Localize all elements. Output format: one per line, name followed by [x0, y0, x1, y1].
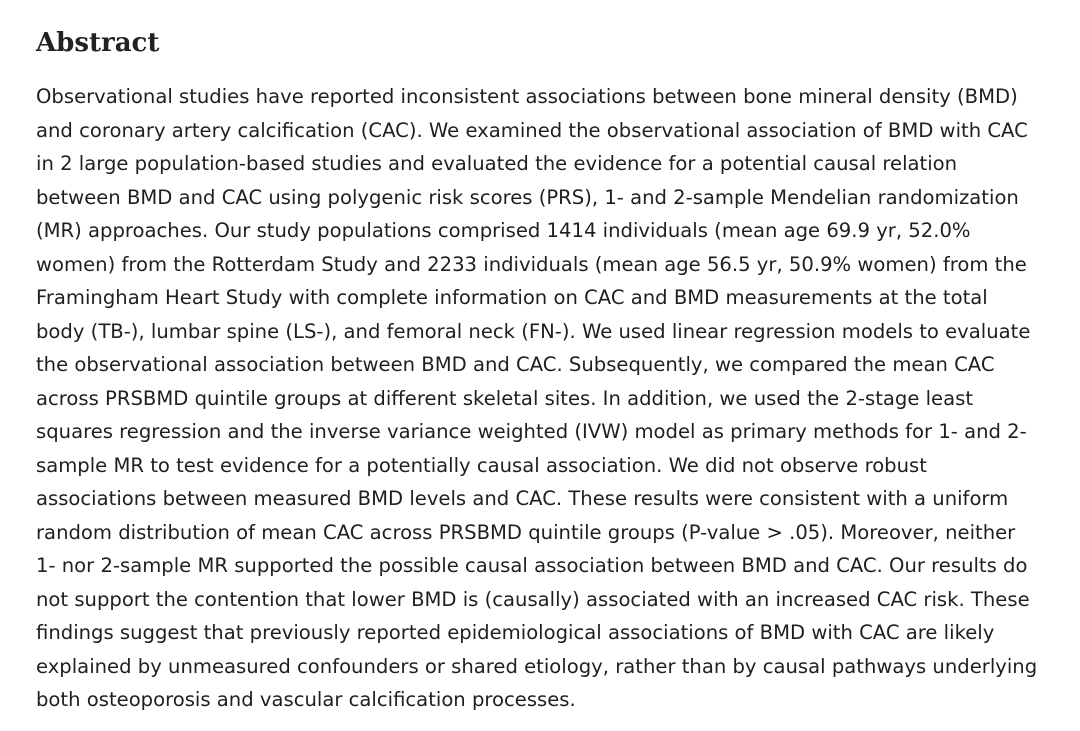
abstract-line: body (TB-), lumbar spine (LS-), and femoral neck (FN-). We used linear regression models to evaluate — [36, 319, 1031, 343]
abstract-line: (MR) approaches. Our study populations comprised 1414 individuals (mean age 69.9 yr, 52.0% — [36, 219, 971, 242]
abstract-line: sample MR to test evidence for a potentially causal association. We did not observe robust — [36, 453, 927, 477]
abstract-line: both osteoporosis and vascular calcification processes. — [36, 688, 576, 711]
abstract-line: squares regression and the inverse variance weighted (IVW) model as primary methods for 1- and 2- — [36, 420, 1027, 443]
abstract-line: random distribution of mean CAC across PRSBMD quintile groups (P-value > .05). Moreover, neither — [36, 520, 1016, 544]
abstract-line: explained by unmeasured confounders or shared etiology, rather than by causal pathways underlying — [36, 654, 1038, 678]
abstract-line: 1- nor 2-sample MR supported the possible causal association between BMD and CAC. Our results do — [36, 554, 1028, 577]
abstract-line: not support the contention that lower BMD is (causally) associated with an increased CAC risk. These — [36, 587, 1030, 611]
abstract-line: Framingham Heart Study with complete information on CAC and BMD measurements at the total — [36, 286, 988, 309]
abstract-section — [36, 26, 1046, 717]
abstract-line: between BMD and CAC using polygenic risk scores (PRS), 1- and 2-sample Mendelian randomization — [36, 185, 1019, 209]
abstract-body — [36, 80, 1046, 717]
abstract-line: and coronary artery calcification (CAC). We examined the observational association of BMD with CAC — [36, 118, 1028, 142]
abstract-heading: Abstract — [36, 28, 160, 58]
abstract-line: the observational association between BMD and CAC. Subsequently, we compared the mean CAC — [36, 353, 995, 376]
abstract-line: women) from the Rotterdam Study and 2233 individuals (mean age 56.5 yr, 50.9% women) from the — [36, 252, 1027, 276]
abstract-line: associations between measured BMD levels and CAC. These results were consistent with a uniform — [36, 487, 1009, 510]
abstract-line: Observational studies have reported inconsistent associations between bone mineral density (BMD) — [36, 85, 1018, 108]
abstract-line: findings suggest that previously reported epidemiological associations of BMD with CAC are likely — [36, 621, 995, 644]
abstract-line: across PRSBMD quintile groups at different skeletal sites. In addition, we used the 2-stage least — [36, 386, 973, 410]
abstract-line: in 2 large population-based studies and evaluated the evidence for a potential causal relation — [36, 152, 958, 175]
